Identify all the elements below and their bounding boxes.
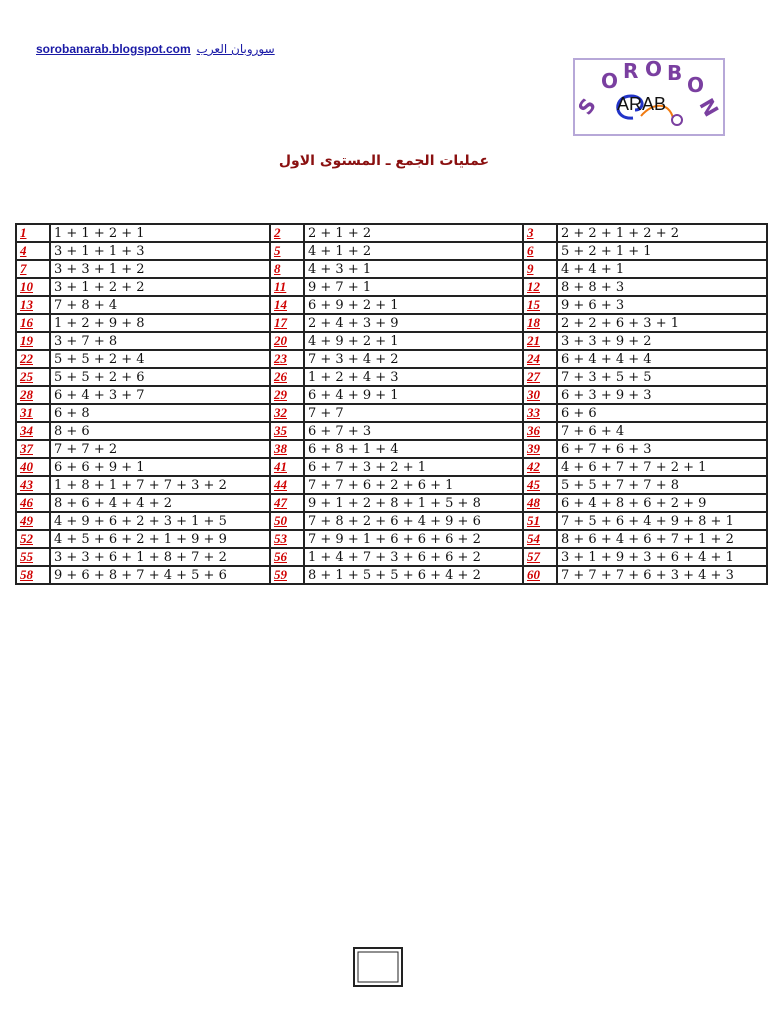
svg-text:O: O bbox=[687, 73, 705, 97]
exercise-number: 22 bbox=[16, 350, 50, 368]
exercise-number: 24 bbox=[523, 350, 557, 368]
exercise-expression: 6 + 6 + 9 + 1 bbox=[50, 458, 270, 476]
exercise-number: 29 bbox=[270, 386, 304, 404]
exercise-expression: 3 + 7 + 8 bbox=[50, 332, 270, 350]
exercise-number: 44 bbox=[270, 476, 304, 494]
exercise-expression: 4 + 9 + 2 + 1 bbox=[304, 332, 523, 350]
exercise-number: 7 bbox=[16, 260, 50, 278]
exercise-number: 34 bbox=[16, 422, 50, 440]
exercise-number: 52 bbox=[16, 530, 50, 548]
exercise-number: 60 bbox=[523, 566, 557, 584]
exercise-number: 53 bbox=[270, 530, 304, 548]
exercise-number: 51 bbox=[523, 512, 557, 530]
exercise-number: 35 bbox=[270, 422, 304, 440]
exercise-number: 16 bbox=[16, 314, 50, 332]
exercise-number: 43 bbox=[16, 476, 50, 494]
exercise-expression: 6 + 7 + 3 bbox=[304, 422, 523, 440]
exercise-row bbox=[16, 422, 767, 440]
exercise-expression: 8 + 8 + 3 bbox=[557, 278, 767, 296]
exercise-expression: 4 + 9 + 6 + 2 + 3 + 1 + 5 bbox=[50, 512, 270, 530]
exercise-expression: 3 + 1 + 1 + 3 bbox=[50, 242, 270, 260]
exercise-expression: 5 + 5 + 2 + 6 bbox=[50, 368, 270, 386]
exercise-number: 5 bbox=[270, 242, 304, 260]
exercise-number: 4 bbox=[16, 242, 50, 260]
site-name-link[interactable]: سوروبان العرب bbox=[196, 42, 275, 56]
exercise-number: 32 bbox=[270, 404, 304, 422]
exercise-expression: 7 + 8 + 2 + 6 + 4 + 9 + 6 bbox=[304, 512, 523, 530]
site-header bbox=[36, 42, 275, 56]
exercise-expression: 6 + 4 + 3 + 7 bbox=[50, 386, 270, 404]
svg-text:O: O bbox=[601, 69, 619, 93]
exercise-number: 45 bbox=[523, 476, 557, 494]
exercise-expression: 4 + 6 + 7 + 7 + 2 + 1 bbox=[557, 458, 767, 476]
svg-text:N: N bbox=[694, 94, 724, 121]
exercise-number: 13 bbox=[16, 296, 50, 314]
exercise-number: 39 bbox=[523, 440, 557, 458]
exercise-row bbox=[16, 548, 767, 566]
svg-text:ARAB: ARAB bbox=[617, 94, 667, 114]
exercise-number: 28 bbox=[16, 386, 50, 404]
exercise-number: 8 bbox=[270, 260, 304, 278]
exercise-expression: 8 + 6 + 4 + 4 + 2 bbox=[50, 494, 270, 512]
exercise-expression: 1 + 2 + 9 + 8 bbox=[50, 314, 270, 332]
exercise-expression: 6 + 3 + 9 + 3 bbox=[557, 386, 767, 404]
exercise-table bbox=[15, 223, 768, 585]
exercise-number: 17 bbox=[270, 314, 304, 332]
exercise-number: 46 bbox=[16, 494, 50, 512]
exercise-number: 26 bbox=[270, 368, 304, 386]
exercise-expression: 6 + 4 + 9 + 1 bbox=[304, 386, 523, 404]
exercise-row bbox=[16, 278, 767, 296]
exercise-number: 19 bbox=[16, 332, 50, 350]
page-title: عمليات الجمع ـ المستوى الاول bbox=[278, 153, 490, 169]
exercise-number: 15 bbox=[523, 296, 557, 314]
exercise-number: 10 bbox=[16, 278, 50, 296]
exercise-expression: 4 + 4 + 1 bbox=[557, 260, 767, 278]
exercise-expression: 7 + 7 + 2 bbox=[50, 440, 270, 458]
soroban-arab-logo bbox=[573, 58, 725, 136]
svg-text:R: R bbox=[623, 59, 639, 83]
exercise-expression: 7 + 5 + 6 + 4 + 9 + 8 + 1 bbox=[557, 512, 767, 530]
exercise-number: 14 bbox=[270, 296, 304, 314]
exercise-expression: 5 + 2 + 1 + 1 bbox=[557, 242, 767, 260]
page-number-frame bbox=[352, 946, 404, 988]
exercise-row bbox=[16, 566, 767, 584]
exercise-row bbox=[16, 224, 767, 242]
exercise-expression: 7 + 6 + 4 bbox=[557, 422, 767, 440]
exercise-number: 48 bbox=[523, 494, 557, 512]
exercise-expression: 1 + 8 + 1 + 7 + 7 + 3 + 2 bbox=[50, 476, 270, 494]
exercise-expression: 6 + 7 + 3 + 2 + 1 bbox=[304, 458, 523, 476]
exercise-expression: 8 + 1 + 5 + 5 + 6 + 4 + 2 bbox=[304, 566, 523, 584]
svg-text:S: S bbox=[573, 93, 601, 120]
exercise-number: 47 bbox=[270, 494, 304, 512]
exercise-expression: 3 + 1 + 2 + 2 bbox=[50, 278, 270, 296]
exercise-number: 23 bbox=[270, 350, 304, 368]
exercise-row bbox=[16, 530, 767, 548]
exercise-expression: 3 + 1 + 9 + 3 + 6 + 4 + 1 bbox=[557, 548, 767, 566]
exercise-expression: 5 + 5 + 7 + 7 + 8 bbox=[557, 476, 767, 494]
exercise-number: 40 bbox=[16, 458, 50, 476]
exercise-number: 36 bbox=[523, 422, 557, 440]
exercise-number: 30 bbox=[523, 386, 557, 404]
svg-text:B: B bbox=[667, 61, 683, 85]
exercise-number: 20 bbox=[270, 332, 304, 350]
exercise-expression: 6 + 4 + 4 + 4 bbox=[557, 350, 767, 368]
exercise-number: 3 bbox=[523, 224, 557, 242]
exercise-number: 2 bbox=[270, 224, 304, 242]
exercise-expression: 7 + 9 + 1 + 6 + 6 + 6 + 2 bbox=[304, 530, 523, 548]
svg-text:O: O bbox=[645, 58, 663, 81]
exercise-expression: 4 + 5 + 6 + 2 + 1 + 9 + 9 bbox=[50, 530, 270, 548]
exercise-expression: 3 + 3 + 9 + 2 bbox=[557, 332, 767, 350]
exercise-number: 21 bbox=[523, 332, 557, 350]
exercise-expression: 3 + 3 + 1 + 2 bbox=[50, 260, 270, 278]
exercise-number: 6 bbox=[523, 242, 557, 260]
exercise-expression: 6 + 6 bbox=[557, 404, 767, 422]
exercise-expression: 5 + 5 + 2 + 4 bbox=[50, 350, 270, 368]
exercise-expression: 2 + 2 + 1 + 2 + 2 bbox=[557, 224, 767, 242]
exercise-number: 25 bbox=[16, 368, 50, 386]
exercise-expression: 7 + 7 + 6 + 2 + 6 + 1 bbox=[304, 476, 523, 494]
exercise-expression: 3 + 3 + 6 + 1 + 8 + 7 + 2 bbox=[50, 548, 270, 566]
exercise-expression: 6 + 4 + 8 + 6 + 2 + 9 bbox=[557, 494, 767, 512]
exercise-expression: 9 + 1 + 2 + 8 + 1 + 5 + 8 bbox=[304, 494, 523, 512]
exercise-row bbox=[16, 440, 767, 458]
exercise-row bbox=[16, 404, 767, 422]
exercise-number: 54 bbox=[523, 530, 557, 548]
exercise-expression: 6 + 8 + 1 + 4 bbox=[304, 440, 523, 458]
exercise-number: 11 bbox=[270, 278, 304, 296]
exercise-number: 33 bbox=[523, 404, 557, 422]
exercise-number: 31 bbox=[16, 404, 50, 422]
exercise-number: 42 bbox=[523, 458, 557, 476]
exercise-expression: 1 + 4 + 7 + 3 + 6 + 6 + 2 bbox=[304, 548, 523, 566]
exercise-number: 37 bbox=[16, 440, 50, 458]
exercise-row bbox=[16, 458, 767, 476]
exercise-row bbox=[16, 368, 767, 386]
exercise-expression: 1 + 1 + 2 + 1 bbox=[50, 224, 270, 242]
exercise-row bbox=[16, 350, 767, 368]
exercise-row bbox=[16, 494, 767, 512]
exercise-expression: 8 + 6 bbox=[50, 422, 270, 440]
exercise-number: 56 bbox=[270, 548, 304, 566]
exercise-row bbox=[16, 314, 767, 332]
exercise-expression: 7 + 3 + 5 + 5 bbox=[557, 368, 767, 386]
exercise-number: 1 bbox=[16, 224, 50, 242]
exercise-expression: 9 + 6 + 8 + 7 + 4 + 5 + 6 bbox=[50, 566, 270, 584]
exercise-number: 50 bbox=[270, 512, 304, 530]
exercise-expression: 1 + 2 + 4 + 3 bbox=[304, 368, 523, 386]
exercise-expression: 9 + 6 + 3 bbox=[557, 296, 767, 314]
exercise-row bbox=[16, 476, 767, 494]
exercise-expression: 6 + 7 + 6 + 3 bbox=[557, 440, 767, 458]
exercise-expression: 4 + 3 + 1 bbox=[304, 260, 523, 278]
exercise-number: 49 bbox=[16, 512, 50, 530]
exercise-number: 57 bbox=[523, 548, 557, 566]
exercise-expression: 7 + 7 bbox=[304, 404, 523, 422]
exercise-expression: 9 + 7 + 1 bbox=[304, 278, 523, 296]
exercise-number: 9 bbox=[523, 260, 557, 278]
exercise-number: 41 bbox=[270, 458, 304, 476]
exercise-expression: 7 + 8 + 4 bbox=[50, 296, 270, 314]
exercise-row bbox=[16, 260, 767, 278]
exercise-number: 38 bbox=[270, 440, 304, 458]
exercise-number: 55 bbox=[16, 548, 50, 566]
exercise-expression: 7 + 7 + 7 + 6 + 3 + 4 + 3 bbox=[557, 566, 767, 584]
exercise-row bbox=[16, 242, 767, 260]
exercise-expression: 2 + 4 + 3 + 9 bbox=[304, 314, 523, 332]
exercise-expression: 2 + 2 + 6 + 3 + 1 bbox=[557, 314, 767, 332]
exercise-expression: 2 + 1 + 2 bbox=[304, 224, 523, 242]
exercise-expression: 6 + 8 bbox=[50, 404, 270, 422]
exercise-expression: 6 + 9 + 2 + 1 bbox=[304, 296, 523, 314]
exercise-row bbox=[16, 296, 767, 314]
exercise-row bbox=[16, 512, 767, 530]
site-url-link[interactable]: sorobanarab.blogspot.com bbox=[36, 42, 191, 56]
exercise-expression: 7 + 3 + 4 + 2 bbox=[304, 350, 523, 368]
exercise-row bbox=[16, 332, 767, 350]
exercise-number: 58 bbox=[16, 566, 50, 584]
exercise-number: 12 bbox=[523, 278, 557, 296]
exercise-expression: 8 + 6 + 4 + 6 + 7 + 1 + 2 bbox=[557, 530, 767, 548]
exercise-expression: 4 + 1 + 2 bbox=[304, 242, 523, 260]
exercise-number: 18 bbox=[523, 314, 557, 332]
exercise-number: 27 bbox=[523, 368, 557, 386]
exercise-row bbox=[16, 386, 767, 404]
exercise-number: 59 bbox=[270, 566, 304, 584]
